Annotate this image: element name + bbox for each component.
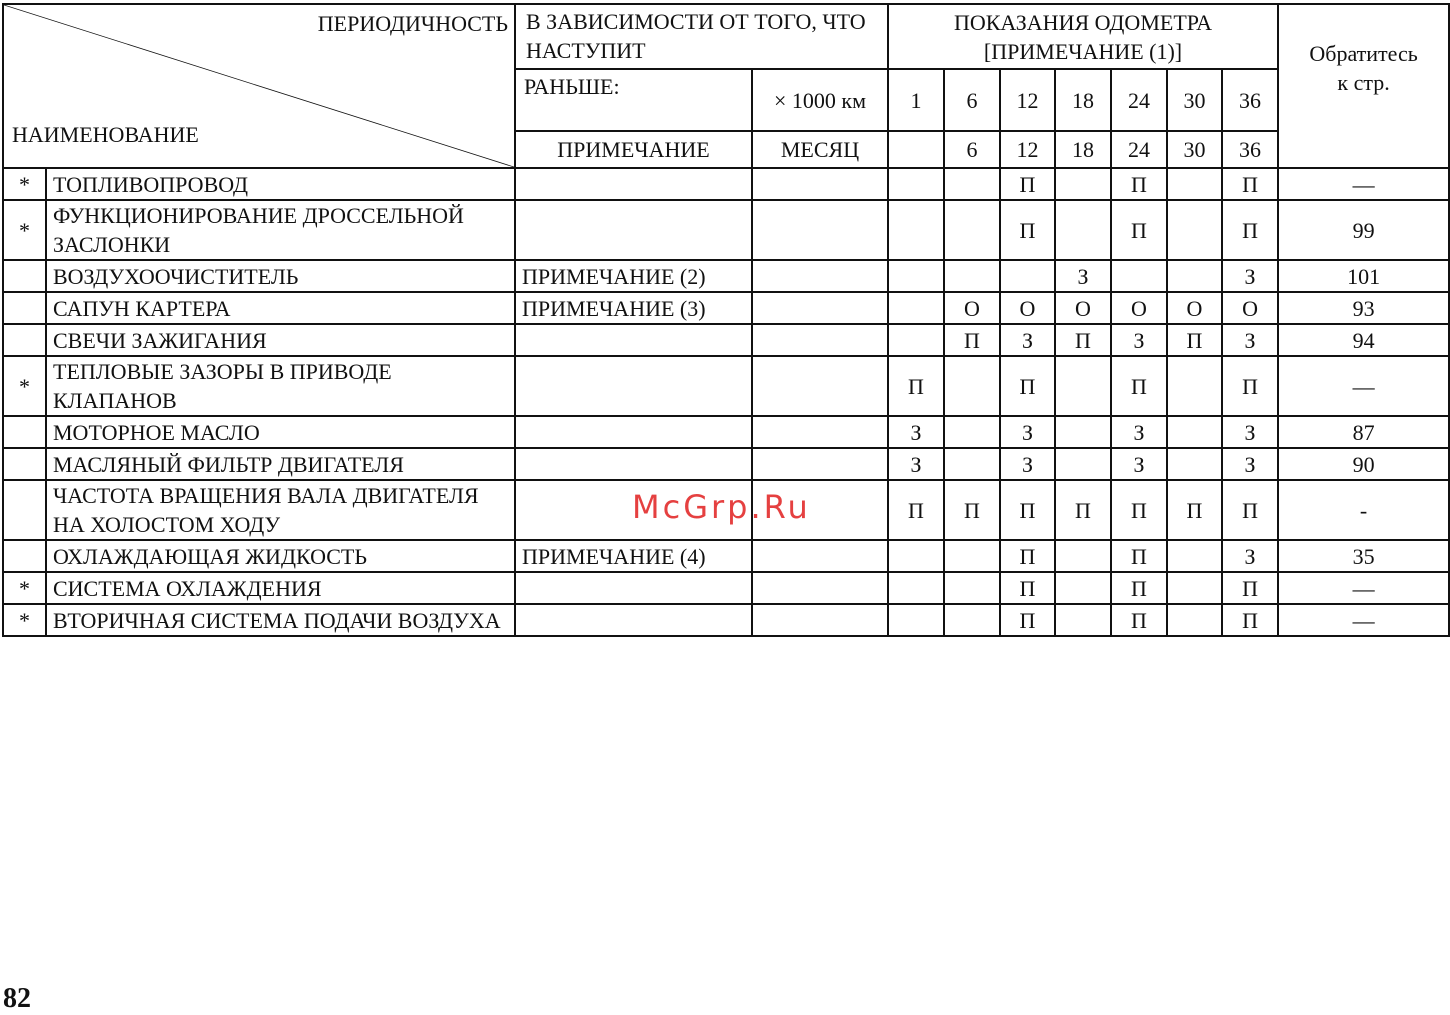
refer-page-header — [1278, 4, 1449, 168]
star-mark — [3, 260, 46, 292]
interval-cell: З — [1222, 448, 1278, 480]
item-month — [752, 448, 888, 480]
star-mark — [3, 292, 46, 324]
refer-page: — — [1278, 572, 1449, 604]
interval-cell: О — [1055, 292, 1111, 324]
item-name: СВЕЧИ ЗАЖИГАНИЯ — [46, 324, 515, 356]
interval-cell — [1055, 416, 1111, 448]
interval-cell: П — [1000, 540, 1055, 572]
table-row — [3, 604, 1449, 636]
interval-cell — [1111, 260, 1167, 292]
interval-cell — [888, 168, 944, 200]
interval-cell: П — [1111, 356, 1167, 416]
item-note — [515, 356, 752, 416]
interval-cell: З — [1055, 260, 1111, 292]
refer-page: 99 — [1278, 200, 1449, 260]
interval-cell — [1167, 604, 1222, 636]
table-row — [3, 324, 1449, 356]
refer-page: - — [1278, 480, 1449, 540]
star-mark — [3, 540, 46, 572]
table-row — [3, 572, 1449, 604]
interval-cell: П — [888, 356, 944, 416]
interval-cell: З — [1111, 416, 1167, 448]
item-name: ВТОРИЧНАЯ СИСТЕМА ПОДАЧИ ВОЗДУХА — [46, 604, 515, 636]
month-value: 24 — [1111, 131, 1167, 168]
interval-cell — [944, 416, 1000, 448]
interval-cell — [1055, 540, 1111, 572]
interval-cell: П — [1222, 168, 1278, 200]
whichever-first-label: В ЗАВИСИМОСТИ ОТ ТОГО, ЧТО НАСТУПИТ — [526, 9, 866, 63]
month-value: 6 — [944, 131, 1000, 168]
interval-cell — [1055, 604, 1111, 636]
month-value: 36 — [1222, 131, 1278, 168]
interval-cell: П — [1111, 168, 1167, 200]
interval-cell: П — [1222, 200, 1278, 260]
maintenance-schedule-table — [2, 3, 1450, 637]
interval-cell: П — [1111, 200, 1167, 260]
item-name: МАСЛЯНЫЙ ФИЛЬТР ДВИГАТЕЛЯ — [46, 448, 515, 480]
interval-cell — [888, 572, 944, 604]
month-value: 12 — [1000, 131, 1055, 168]
interval-cell: П — [1111, 572, 1167, 604]
interval-cell: П — [1055, 480, 1111, 540]
item-name: САПУН КАРТЕРА — [46, 292, 515, 324]
km-value: 6 — [944, 69, 1000, 131]
interval-cell — [944, 572, 1000, 604]
km-value: 24 — [1111, 69, 1167, 131]
interval-cell — [944, 356, 1000, 416]
item-month — [752, 604, 888, 636]
interval-cell: П — [1055, 324, 1111, 356]
table-row — [3, 292, 1449, 324]
interval-cell: П — [1222, 356, 1278, 416]
refer-page: 93 — [1278, 292, 1449, 324]
interval-cell — [1167, 540, 1222, 572]
star-mark — [3, 324, 46, 356]
month-value — [888, 131, 944, 168]
odometer-title: ПОКАЗАНИЯ ОДОМЕТРА — [953, 9, 1213, 35]
item-note: ПРИМЕЧАНИЕ (2) — [515, 260, 752, 292]
refer-page: 35 — [1278, 540, 1449, 572]
interval-cell: П — [1111, 604, 1167, 636]
earlier-cell — [515, 69, 752, 131]
item-name: ОХЛАЖДАЮЩАЯ ЖИДКОСТЬ — [46, 540, 515, 572]
interval-cell: О — [1000, 292, 1055, 324]
item-month — [752, 572, 888, 604]
refer-line1: Обратитесь — [1309, 41, 1418, 66]
refer-page: — — [1278, 356, 1449, 416]
interval-cell: П — [1000, 480, 1055, 540]
item-name: ФУНКЦИОНИРОВАНИЕ ДРОССЕЛЬНОЙ ЗАСЛОНКИ — [46, 200, 515, 260]
interval-cell — [944, 200, 1000, 260]
month-value: 18 — [1055, 131, 1111, 168]
interval-cell: П — [1222, 572, 1278, 604]
interval-cell — [888, 324, 944, 356]
interval-cell: З — [1000, 324, 1055, 356]
interval-cell: П — [888, 480, 944, 540]
item-month — [752, 200, 888, 260]
km-value: 1 — [888, 69, 944, 131]
table-row — [3, 356, 1449, 416]
km-value: 12 — [1000, 69, 1055, 131]
interval-cell: З — [888, 448, 944, 480]
interval-cell: З — [888, 416, 944, 448]
interval-cell: П — [1000, 356, 1055, 416]
refer-page: — — [1278, 604, 1449, 636]
interval-cell — [1000, 260, 1055, 292]
star-mark: * — [3, 356, 46, 416]
item-month — [752, 416, 888, 448]
interval-cell: П — [1167, 324, 1222, 356]
km-value: 18 — [1055, 69, 1111, 131]
item-note — [515, 572, 752, 604]
item-name: ЧАСТОТА ВРАЩЕНИЯ ВАЛА ДВИГАТЕЛЯ НА ХОЛОСТОМ ХОДУ — [46, 480, 515, 540]
interval-cell: П — [1222, 604, 1278, 636]
km-value: 30 — [1167, 69, 1222, 131]
refer-page: 90 — [1278, 448, 1449, 480]
table-row — [3, 200, 1449, 260]
interval-cell: П — [1000, 200, 1055, 260]
interval-cell — [1167, 200, 1222, 260]
refer-page: — — [1278, 168, 1449, 200]
table-row — [3, 416, 1449, 448]
refer-page: 94 — [1278, 324, 1449, 356]
item-name: ТЕПЛОВЫЕ ЗАЗОРЫ В ПРИВОДЕ КЛАПАНОВ — [46, 356, 515, 416]
star-mark: * — [3, 200, 46, 260]
interval-cell — [1055, 572, 1111, 604]
km-value: 36 — [1222, 69, 1278, 131]
item-month — [752, 540, 888, 572]
note-column-header: ПРИМЕЧАНИЕ — [515, 131, 752, 168]
star-mark: * — [3, 168, 46, 200]
interval-cell: З — [1111, 324, 1167, 356]
interval-cell: П — [1000, 604, 1055, 636]
whichever-first-cell — [515, 4, 888, 69]
item-month — [752, 324, 888, 356]
item-note: ПРИМЕЧАНИЕ (4) — [515, 540, 752, 572]
table-row — [3, 260, 1449, 292]
x1000km-label: × 1000 км — [752, 69, 888, 131]
period-label: ПЕРИОДИЧНОСТЬ — [317, 11, 508, 36]
interval-cell — [944, 604, 1000, 636]
interval-cell: П — [1000, 168, 1055, 200]
month-value: 30 — [1167, 131, 1222, 168]
header-diagonal-cell — [3, 4, 515, 168]
star-mark — [3, 480, 46, 540]
star-mark: * — [3, 572, 46, 604]
interval-cell — [888, 604, 944, 636]
interval-cell — [944, 168, 1000, 200]
star-mark — [3, 448, 46, 480]
interval-cell: З — [1222, 324, 1278, 356]
interval-cell — [1167, 448, 1222, 480]
interval-cell: П — [1111, 480, 1167, 540]
table-row — [3, 448, 1449, 480]
page-number: 82 — [3, 983, 31, 1014]
interval-cell — [1167, 260, 1222, 292]
interval-cell — [1167, 168, 1222, 200]
interval-cell — [888, 292, 944, 324]
interval-cell: П — [1000, 572, 1055, 604]
name-label: НАИМЕНОВАНИЕ — [12, 122, 199, 147]
interval-cell: З — [1222, 260, 1278, 292]
item-month — [752, 260, 888, 292]
item-name: ВОЗДУХООЧИСТИТЕЛЬ — [46, 260, 515, 292]
refer-line2: к стр. — [1337, 70, 1390, 95]
interval-cell — [888, 260, 944, 292]
interval-cell — [944, 448, 1000, 480]
interval-cell — [888, 540, 944, 572]
table-row — [3, 540, 1449, 572]
interval-cell — [1167, 572, 1222, 604]
interval-cell: З — [1000, 416, 1055, 448]
interval-cell — [1055, 168, 1111, 200]
interval-cell — [1167, 356, 1222, 416]
item-note — [515, 448, 752, 480]
table-row — [3, 168, 1449, 200]
interval-cell — [1055, 356, 1111, 416]
item-name: МОТОРНОЕ МАСЛО — [46, 416, 515, 448]
interval-cell: З — [1222, 540, 1278, 572]
interval-cell: П — [944, 480, 1000, 540]
item-month — [752, 292, 888, 324]
item-note — [515, 200, 752, 260]
item-note: ПРИМЕЧАНИЕ (3) — [515, 292, 752, 324]
item-note — [515, 168, 752, 200]
interval-cell — [1055, 448, 1111, 480]
item-name: СИСТЕМА ОХЛАЖДЕНИЯ — [46, 572, 515, 604]
interval-cell: О — [1167, 292, 1222, 324]
item-month — [752, 168, 888, 200]
interval-cell: З — [1222, 416, 1278, 448]
interval-cell — [1167, 416, 1222, 448]
star-mark: * — [3, 604, 46, 636]
star-mark — [3, 416, 46, 448]
interval-cell — [1055, 200, 1111, 260]
interval-cell: О — [944, 292, 1000, 324]
odometer-note: [ПРИМЕЧАНИЕ (1)] — [983, 38, 1183, 64]
item-note — [515, 416, 752, 448]
watermark: McGrp.Ru — [632, 488, 811, 526]
earlier-label: РАНЬШЕ: — [524, 74, 620, 99]
interval-cell: О — [1111, 292, 1167, 324]
interval-cell: О — [1222, 292, 1278, 324]
interval-cell: З — [1000, 448, 1055, 480]
item-name: ТОПЛИВОПРОВОД — [46, 168, 515, 200]
odometer-header — [888, 4, 1278, 69]
interval-cell: П — [1222, 480, 1278, 540]
refer-page: 101 — [1278, 260, 1449, 292]
item-note — [515, 604, 752, 636]
interval-cell: П — [944, 324, 1000, 356]
interval-cell: З — [1111, 448, 1167, 480]
interval-cell — [944, 540, 1000, 572]
item-month — [752, 356, 888, 416]
interval-cell — [888, 200, 944, 260]
interval-cell: П — [1167, 480, 1222, 540]
interval-cell: П — [1111, 540, 1167, 572]
refer-page: 87 — [1278, 416, 1449, 448]
item-note — [515, 324, 752, 356]
interval-cell — [944, 260, 1000, 292]
month-column-header: МЕСЯЦ — [752, 131, 888, 168]
